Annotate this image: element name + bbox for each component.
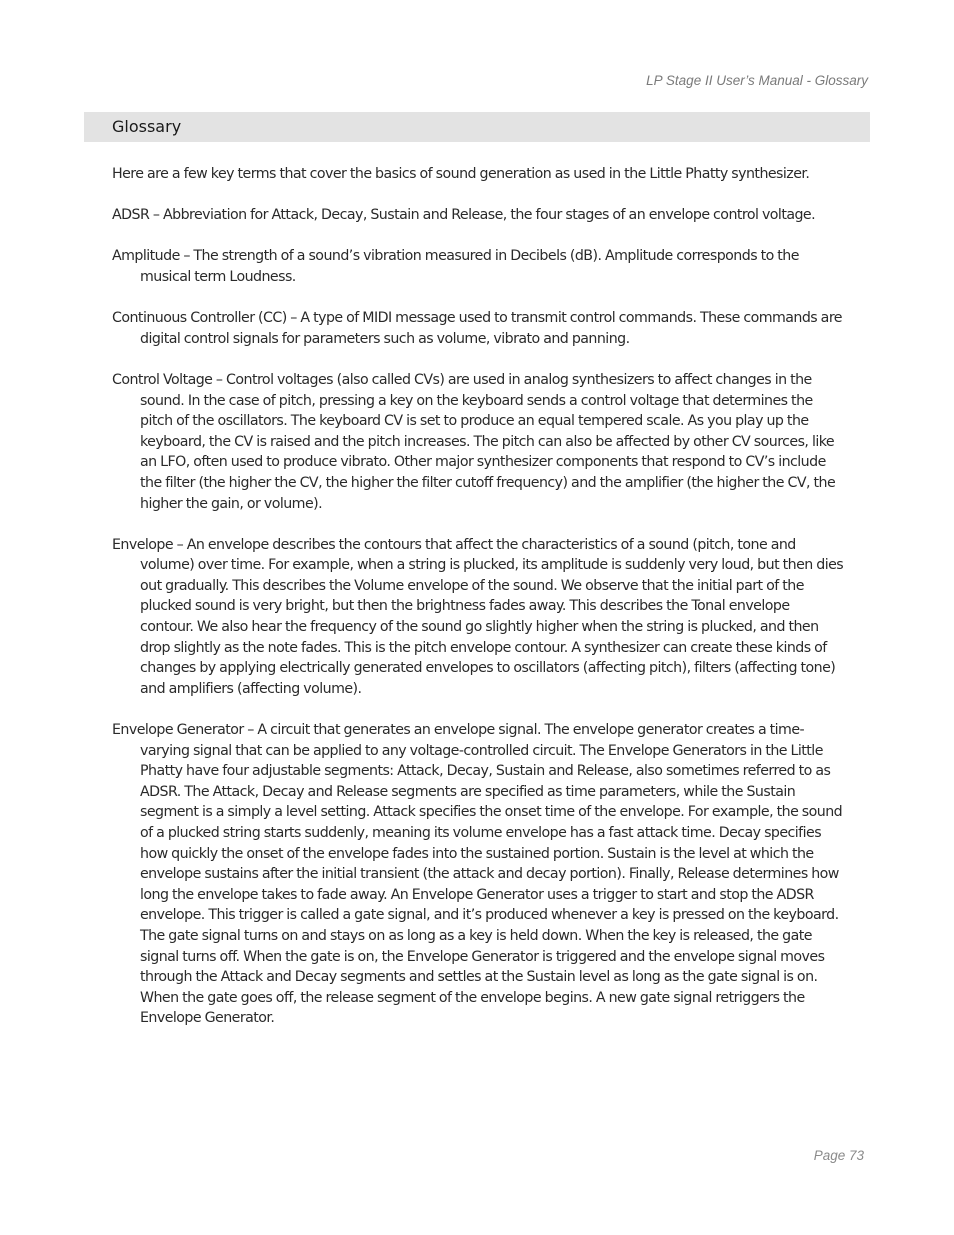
section-header-bar [84,112,870,142]
glossary-entry-continuous-controller: Continuous Controller (CC) – A type of MIDI message used to transmit control commands. These commands are digital control signals for parameters such as volume, vibrato and panning. [112,310,842,347]
glossary-entry-envelope-generator: Envelope Generator – A circuit that generates an envelope signal. The envelope generator creates a time-varying signal that can be applied to any voltage-controlled circuit. The Envelope Generators in the Little Phatty have four adjustable segments: Attack, Decay, Sustain and Release, also sometimes referred to as ADSR. The Attack, Decay and Release segments are specified as time parameters, while the Sustain segment is a simply a level setting. Attack specifies the onset time of the envelope. For example, the sound of a plucked string starts suddenly, meaning its volume envelope has a fast attack time. Decay specifies how quickly the onset of the envelope fades into the sustained portion. Sustain is the level at which the envelope sustains after the initial transient (the attack and decay portion). Finally, Release determines how long the envelope takes to fade away. An Envelope Generator uses a trigger to start and stop the ADSR envelope. This trigger is called a gate signal, and it’s produced whenever a key is pressed on the keyboard. The gate signal turns on and stays on as long as a key is held down. When the key is released, the gate signal turns off. When the gate is on, the Envelope Generator is triggered and the envelope signal moves through the Attack and Decay segments and settles at the Sustain level as long as the gate signal is on. When the gate goes off, the release segment of the envelope begins. A new gate signal retriggers the Envelope Generator. [112,722,843,1027]
intro-paragraph: Here are a few key terms that cover the basics of sound generation as used in the Little Phatty synthesizer. [112,166,810,182]
page-number: Page 73 [813,1148,864,1163]
running-header: LP Stage II User’s Manual - Glossary [646,73,868,88]
glossary-entry-amplitude: Amplitude – The strength of a sound’s vibration measured in Decibels (dB). Amplitude corresponds to the musical term Loudness. [112,248,799,285]
glossary-entry-adsr: ADSR – Abbreviation for Attack, Decay, Sustain and Release, the four stages of an envelope control voltage. [112,207,816,224]
glossary-entry-control-voltage: Control Voltage – Control voltages (also called CVs) are used in analog synthesizers to affect changes in the sound. In the case of pitch, pressing a key on the keyboard sends a control voltage that determines the pitch of the oscillators. The keyboard CV is set to produce an equal tempered scale. As you play up the keyboard, the CV is raised and the pitch increases. The pitch can also be affected by other CV sources, like an LFO, often used to produce vibrato. Other major synthesizer components that respond to CV’s include the filter (the higher the CV, the higher the filter cutoff frequency) and the amplifier (the higher the CV, the higher the gain, or volume). [112,371,836,512]
glossary-body [112,164,844,1050]
glossary-entry-envelope: Envelope – An envelope describes the contours that affect the characteristics of a sound (pitch, tone and volume) over time. For example, when a string is plucked, its amplitude is suddenly very loud, but then dies out gradually. This describes the Volume envelope of the sound. We observe that the initial part of the plucked sound is very bright, but then the brightness fades away. This describes the Tonal envelope contour. We also hear the frequency of the sound go slightly higher when the string is plucked, and then drop slightly as the note fades. This is the pitch envelope contour. A synthesizer can create these kinds of changes by applying electrically generated envelopes to oscillators (affecting pitch), filters (affecting tone) and amplifiers (affecting volume). [112,536,844,697]
section-title: Glossary [112,117,182,136]
